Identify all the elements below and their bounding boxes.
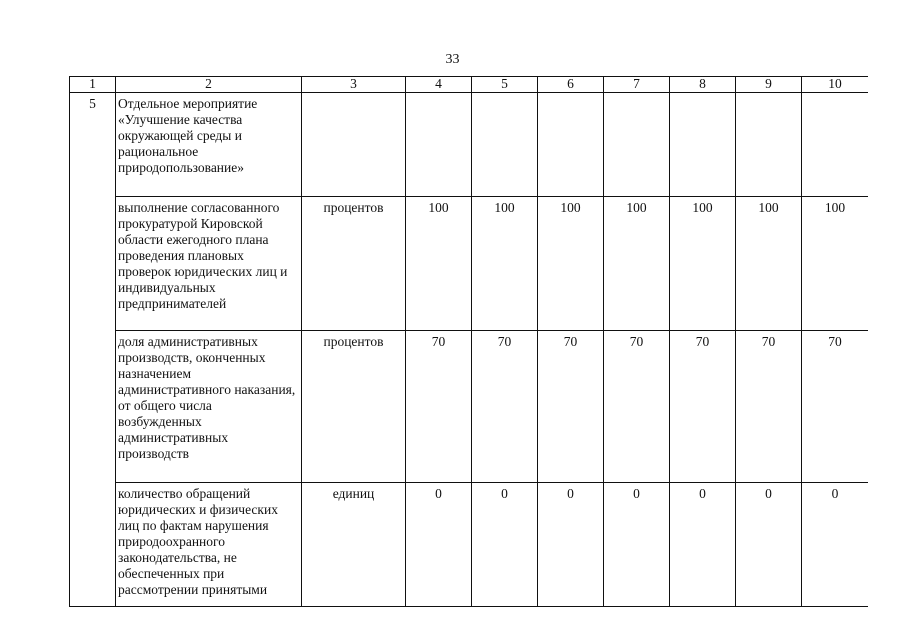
section-title: Отдельное мероприятие «Улучшение качества окружающей среды и рациональное природопользование» bbox=[116, 93, 302, 197]
header-col-3: 3 bbox=[302, 77, 406, 93]
empty-cell bbox=[406, 93, 472, 197]
value-cell: 70 bbox=[736, 331, 802, 483]
indicator-table bbox=[69, 76, 868, 607]
value-cell: 100 bbox=[670, 197, 736, 331]
value-cell: 100 bbox=[406, 197, 472, 331]
header-col-2: 2 bbox=[116, 77, 302, 93]
section-row bbox=[70, 93, 869, 197]
value-cell: 70 bbox=[670, 331, 736, 483]
table-row bbox=[70, 483, 869, 608]
empty-cell bbox=[538, 93, 604, 197]
value-cell: 0 bbox=[604, 483, 670, 608]
value-cell: 100 bbox=[736, 197, 802, 331]
header-col-10: 10 bbox=[802, 77, 869, 93]
header-col-7: 7 bbox=[604, 77, 670, 93]
section-number: 5 bbox=[70, 93, 116, 608]
value-cell: 0 bbox=[538, 483, 604, 608]
header-col-6: 6 bbox=[538, 77, 604, 93]
value-cell: 100 bbox=[538, 197, 604, 331]
empty-cell bbox=[604, 93, 670, 197]
value-cell: 100 bbox=[472, 197, 538, 331]
value-cell: 0 bbox=[406, 483, 472, 608]
value-cell: 0 bbox=[670, 483, 736, 608]
indicator-name: выполнение согласованного прокуратурой Кировской области ежегодного плана проведения плановых проверок юридических лиц и индивидуальных предпринимателей bbox=[116, 197, 302, 331]
value-cell: 70 bbox=[604, 331, 670, 483]
value-cell: 0 bbox=[802, 483, 869, 608]
header-col-9: 9 bbox=[736, 77, 802, 93]
indicator-table-wrap bbox=[69, 76, 868, 607]
value-cell: 70 bbox=[406, 331, 472, 483]
empty-cell bbox=[302, 93, 406, 197]
header-row bbox=[70, 77, 869, 93]
indicator-unit: процентов bbox=[302, 331, 406, 483]
empty-cell bbox=[802, 93, 869, 197]
empty-cell bbox=[472, 93, 538, 197]
indicator-name: количество обращений юридических и физических лиц по фактам нарушения природоохранного законодательства, не обеспеченных при рассмотрении принятыми bbox=[116, 483, 302, 608]
value-cell: 0 bbox=[736, 483, 802, 608]
value-cell: 70 bbox=[472, 331, 538, 483]
header-col-5: 5 bbox=[472, 77, 538, 93]
empty-cell bbox=[736, 93, 802, 197]
indicator-unit: единиц bbox=[302, 483, 406, 608]
page-number: 33 bbox=[445, 52, 460, 67]
value-cell: 100 bbox=[802, 197, 869, 331]
indicator-unit: процентов bbox=[302, 197, 406, 331]
table-row bbox=[70, 197, 869, 331]
value-cell: 70 bbox=[802, 331, 869, 483]
indicator-name: доля административных производств, оконченных назначением административного наказания, от общего числа возбужденных административных производств bbox=[116, 331, 302, 483]
table-row bbox=[70, 331, 869, 483]
value-cell: 70 bbox=[538, 331, 604, 483]
value-cell: 0 bbox=[472, 483, 538, 608]
value-cell: 100 bbox=[604, 197, 670, 331]
empty-cell bbox=[670, 93, 736, 197]
header-col-8: 8 bbox=[670, 77, 736, 93]
header-col-1: 1 bbox=[70, 77, 116, 93]
header-col-4: 4 bbox=[406, 77, 472, 93]
